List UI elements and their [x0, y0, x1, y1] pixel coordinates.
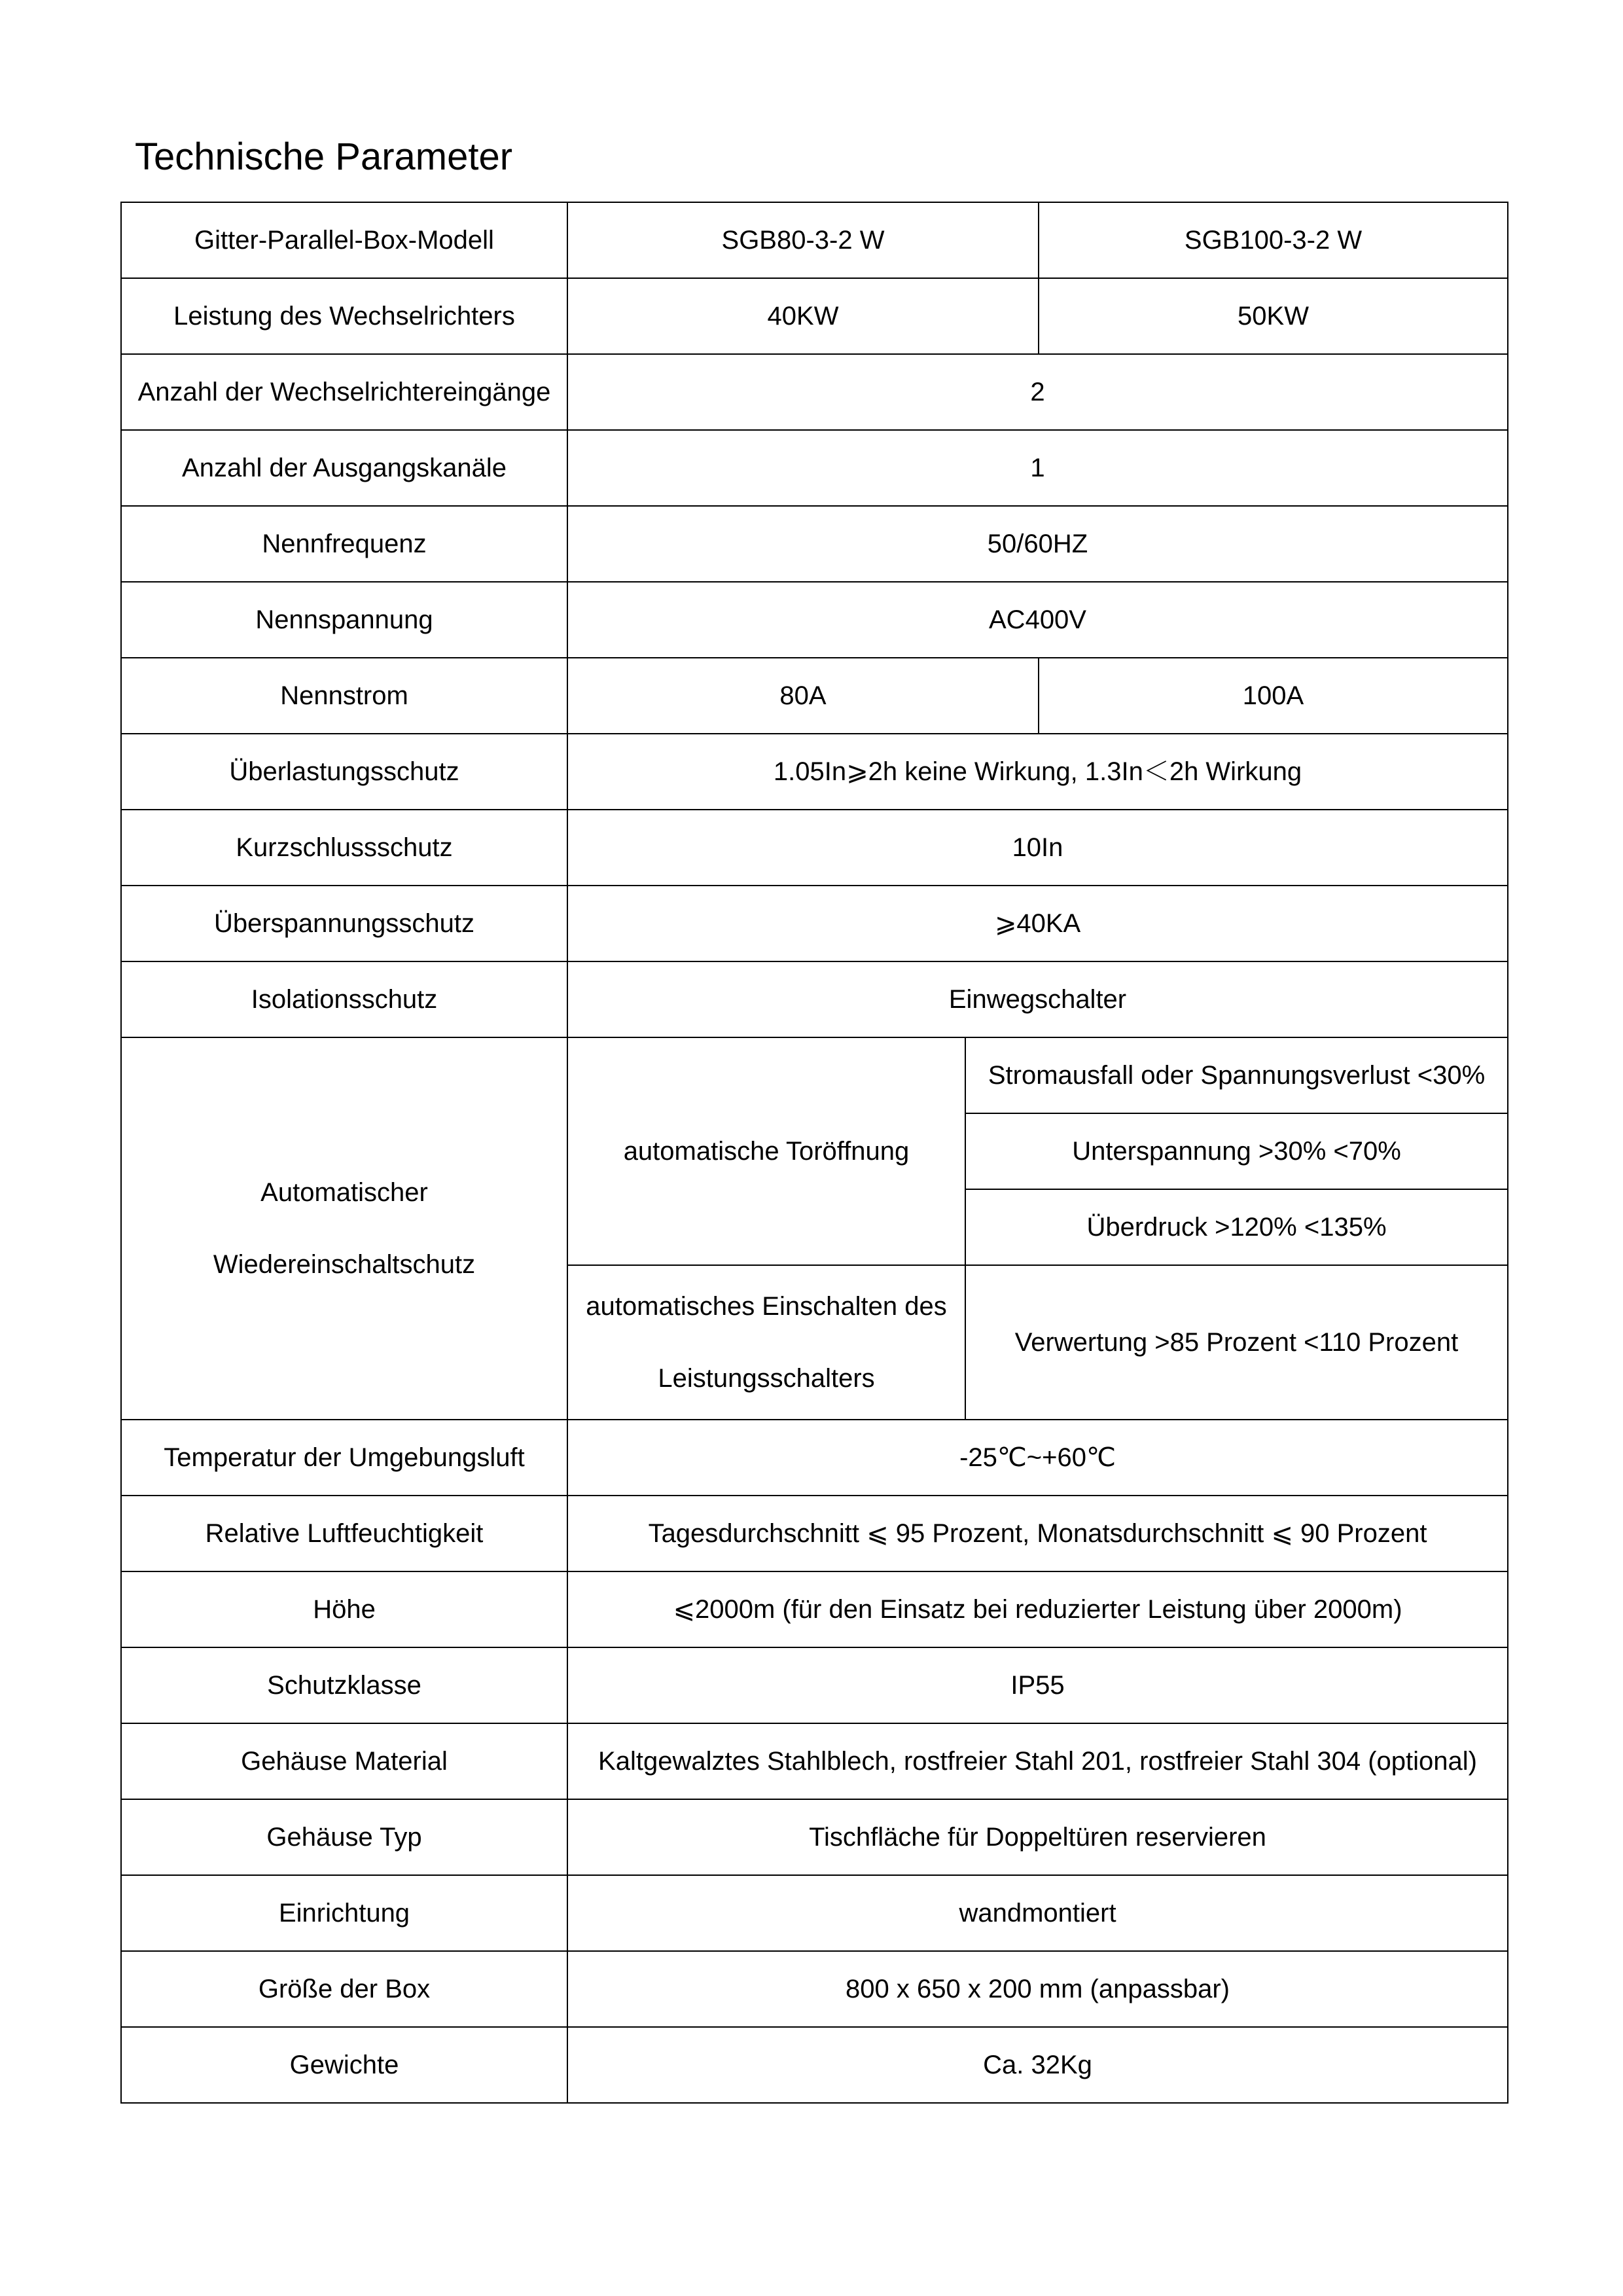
value-cell: -25℃~+60℃ — [567, 1420, 1508, 1496]
row-label: Nennstrom — [121, 658, 567, 734]
value-cell: wandmontiert — [567, 1875, 1508, 1951]
table-row-relative-humidity — [121, 1496, 1508, 1571]
row-label — [121, 1037, 567, 1420]
table-row-inverter-inputs — [121, 354, 1508, 430]
table-row-box-size — [121, 1951, 1508, 2027]
row-label: Kurzschlussschutz — [121, 810, 567, 886]
value-cell: 50/60HZ — [567, 506, 1508, 582]
row-label: Größe der Box — [121, 1951, 567, 2027]
page-title: Technische Parameter — [135, 135, 513, 178]
value-b-cell: 50KW — [1039, 278, 1508, 354]
row-label: Überspannungsschutz — [121, 886, 567, 961]
auto-closing-label-line2: Leistungsschalters — [658, 1364, 875, 1393]
value-b-cell: 100A — [1039, 658, 1508, 734]
table-row-model — [121, 202, 1508, 278]
table-row-ambient-temperature — [121, 1420, 1508, 1496]
value-cell: 10In — [567, 810, 1508, 886]
value-cell: 1 — [567, 430, 1508, 506]
table-row-short-circuit-protection — [121, 810, 1508, 886]
value-cell: AC400V — [567, 582, 1508, 658]
table-row-overload-protection — [121, 734, 1508, 810]
table-row-inverter-power — [121, 278, 1508, 354]
value-cell: Kaltgewalztes Stahlblech, rostfreier Stahl 201, rostfreier Stahl 304 (optional) — [567, 1723, 1508, 1799]
row-label: Gewichte — [121, 2027, 567, 2103]
row-label: Überlastungsschutz — [121, 734, 567, 810]
row-label: Gehäuse Material — [121, 1723, 567, 1799]
table-row-rated-current — [121, 658, 1508, 734]
value-cell: Tagesdurchschnitt ⩽ 95 Prozent, Monatsdurchschnitt ⩽ 90 Prozent — [567, 1496, 1508, 1571]
model-b-cell: SGB100-3-2 W — [1039, 202, 1508, 278]
row-label: Schutzklasse — [121, 1647, 567, 1723]
model-a-cell: SGB80-3-2 W — [567, 202, 1039, 278]
table-row-protection-class — [121, 1647, 1508, 1723]
table-row-output-channels — [121, 430, 1508, 506]
row-label: Leistung des Wechselrichters — [121, 278, 567, 354]
row-label: Höhe — [121, 1571, 567, 1647]
auto-reclose-label-line1: Automatischer — [260, 1178, 428, 1207]
opening-condition-cell: Stromausfall oder Spannungsverlust <30% — [965, 1037, 1508, 1113]
table-row-rated-frequency — [121, 506, 1508, 582]
auto-closing-cell — [567, 1265, 965, 1420]
auto-reclose-label-line2: Wiedereinschaltschutz — [213, 1250, 476, 1279]
row-label: Gitter-Parallel-Box-Modell — [121, 202, 567, 278]
auto-opening-cell: automatische Toröffnung — [567, 1037, 965, 1265]
opening-condition-cell: Unterspannung >30% <70% — [965, 1113, 1508, 1189]
table-row-rated-voltage — [121, 582, 1508, 658]
table-row-isolation-protection — [121, 961, 1508, 1037]
row-label: Nennspannung — [121, 582, 567, 658]
table-row-installation — [121, 1875, 1508, 1951]
table-row-auto-reclose — [121, 1037, 1508, 1113]
row-label: Nennfrequenz — [121, 506, 567, 582]
value-cell: ⩽2000m (für den Einsatz bei reduzierter Leistung über 2000m) — [567, 1571, 1508, 1647]
value-a-cell: 40KW — [567, 278, 1039, 354]
row-label: Relative Luftfeuchtigkeit — [121, 1496, 567, 1571]
value-cell: 1.05In⩾2h keine Wirkung, 1.3In＜2h Wirkung — [567, 734, 1508, 810]
row-label: Isolationsschutz — [121, 961, 567, 1037]
table-row-altitude — [121, 1571, 1508, 1647]
value-cell: IP55 — [567, 1647, 1508, 1723]
value-cell: 2 — [567, 354, 1508, 430]
row-label: Gehäuse Typ — [121, 1799, 567, 1875]
value-cell: ⩾40KA — [567, 886, 1508, 961]
row-label: Temperatur der Umgebungsluft — [121, 1420, 567, 1496]
row-label: Anzahl der Wechselrichtereingänge — [121, 354, 567, 430]
row-label: Einrichtung — [121, 1875, 567, 1951]
table-row-housing-type — [121, 1799, 1508, 1875]
value-cell: Tischfläche für Doppeltüren reservieren — [567, 1799, 1508, 1875]
value-a-cell: 80A — [567, 658, 1039, 734]
closing-condition-cell: Verwertung >85 Prozent <110 Prozent — [965, 1265, 1508, 1420]
opening-condition-cell: Überdruck >120% <135% — [965, 1189, 1508, 1265]
table-row-housing-material — [121, 1723, 1508, 1799]
value-cell: Ca. 32Kg — [567, 2027, 1508, 2103]
value-cell: 800 x 650 x 200 mm (anpassbar) — [567, 1951, 1508, 2027]
value-cell: Einwegschalter — [567, 961, 1508, 1037]
row-label: Anzahl der Ausgangskanäle — [121, 430, 567, 506]
table-row-weight — [121, 2027, 1508, 2103]
auto-closing-label-line1: automatisches Einschalten des — [586, 1292, 947, 1321]
spec-table — [120, 202, 1508, 2104]
table-row-surge-protection — [121, 886, 1508, 961]
